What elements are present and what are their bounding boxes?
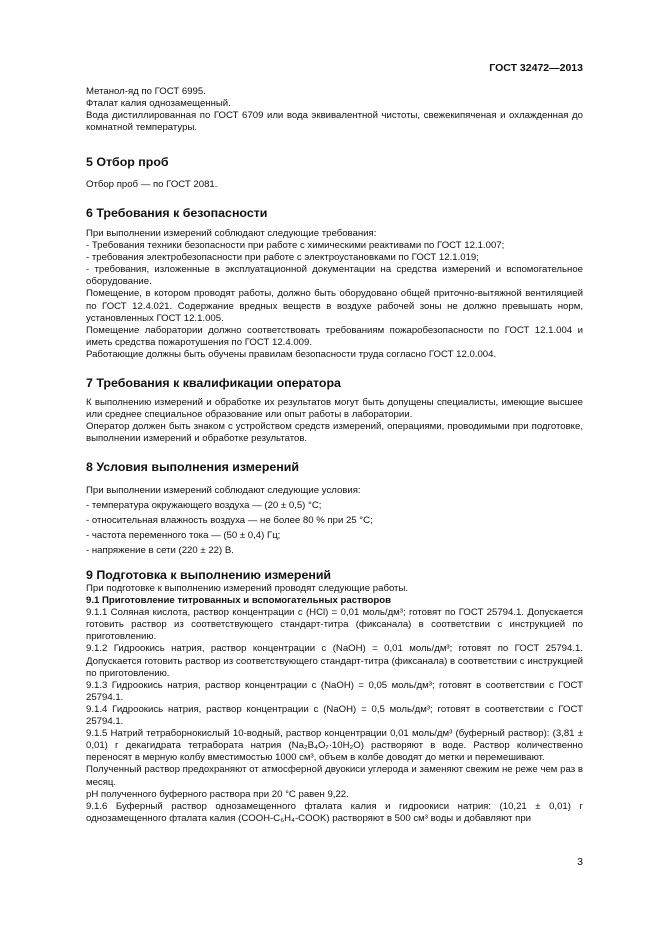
intro-block bbox=[86, 86, 583, 134]
section-9 bbox=[86, 568, 583, 825]
s8-p5: - напряжение в сети (220 ± 22) В. bbox=[86, 545, 234, 556]
s9-914: 9.1.4 Гидроокись натрия, раствор концентрации c (NaOH) = 0,5 моль/дм³; готовят в соответствии с ГОСТ 25794.1. bbox=[86, 703, 583, 728]
s8-p2: - температура окружающего воздуха — (20 ± 0,5) °С; bbox=[86, 500, 322, 511]
s8-p1: При выполнении измерений соблюдают следующие условия: bbox=[86, 485, 361, 496]
s6-p6: Помещение лаборатории должно соответствовать требованиям пожаробезопасности по ГОСТ 12.1.004 и иметь средства пожаротушения по ГОСТ 12.4.009. bbox=[86, 324, 583, 348]
s9-913: 9.1.3 Гидроокись натрия, раствор концентрации c (NaOH) = 0,05 моль/дм³; готовят в соответствии с ГОСТ 25794.1. bbox=[86, 679, 583, 703]
section-8-title: 8 Условия выполнения измерений bbox=[86, 460, 299, 474]
page-number: 3 bbox=[577, 856, 583, 868]
s6-p4: - требования, изложенные в эксплуатационной документации на средства измерений и вспомогательное оборудование. bbox=[86, 264, 583, 288]
section-5 bbox=[86, 155, 583, 191]
section-6-title: 6 Требования к безопасности bbox=[86, 206, 268, 220]
running-header: ГОСТ 32472—2013 bbox=[489, 62, 583, 74]
section-5-title: 5 Отбор проб bbox=[86, 155, 169, 169]
s9-912: 9.1.2 Гидроокись натрия, раствор концентрации c (NaOH) = 0,01 моль/дм³; готовят по ГОСТ 25794.1. Допускается готовить раствор из соответствующего стандарт-титра (фиксанала) в соответствии с инструкцией по приготовлению. bbox=[86, 643, 583, 679]
s6-p1: При выполнении измерений соблюдают следующие требования: bbox=[86, 228, 377, 239]
section-7-title: 7 Требования к квалификации оператора bbox=[86, 376, 341, 390]
s7-p1: К выполнению измерений и обработке их результатов могут быть допущены специалисты, имеющие высшее или среднее специальное образование или опыт работы в лаборатории. bbox=[86, 397, 583, 421]
s6-p3: - требования электробезопасности при работе с электроустановками по ГОСТ 12.1.019; bbox=[86, 252, 479, 264]
s8-p3: - относительная влажность воздуха — не более 80 % при 25 °С; bbox=[86, 515, 373, 526]
intro-line-1: Метанол-яд по ГОСТ 6995. bbox=[86, 86, 206, 97]
section-9-title: 9 Подготовка к выполнению измерений bbox=[86, 568, 332, 582]
intro-line-3: Вода дистиллированная по ГОСТ 6709 или вода эквивалентной чистоты, свежекипяченая и охлажденная до комнатной температуры. bbox=[86, 110, 583, 134]
s9-915c: pH полученного буферного раствора при 20 °С равен 9,22. bbox=[86, 788, 349, 800]
s6-p7: Работающие должны быть обучены правилам безопасности труда согласно ГОСТ 12.0.004. bbox=[86, 348, 497, 360]
s8-p4: - частота переменного тока — (50 ± 0,4) Гц; bbox=[86, 530, 281, 541]
s6-p2: - Требования техники безопасности при работе с химическими реактивами по ГОСТ 12.1.007; bbox=[86, 240, 505, 252]
section-7 bbox=[86, 376, 583, 445]
s9-911: 9.1.1 Соляная кислота, раствор концентрации c (HCl) = 0,01 моль/дм³; готовят по ГОСТ 25794.1. Допускается готовить раствор из соответствующего стандарт-титра (фиксанала) в соответствии с инструкцией по приготовлению. bbox=[86, 607, 583, 643]
s9-lead: При подготовке к выполнению измерений проводят следующие работы. bbox=[86, 583, 409, 594]
intro-line-2: Фталат калия однозамещенный. bbox=[86, 98, 231, 110]
s6-p5: Помещение, в котором проводят работы, должно быть оборудовано общей приточно-вытяжной вентиляцией по ГОСТ 12.4.021. Содержание вредных веществ в воздухе рабочей зоны не должно превышать норм, установленных ГОСТ 12.1.005. bbox=[86, 288, 583, 324]
s7-p2: Оператор должен быть знаком с устройством средств измерений, операциями, проводимыми при подготовке, выполнении измерений и обработке результатов. bbox=[86, 421, 583, 445]
s9-915b: Полученный раствор предохраняют от атмосферной двуокиси углерода и заменяют свежим не реже чем раз в месяц. bbox=[86, 764, 583, 788]
s9-subtitle: 9.1 Приготовление титрованных и вспомогательных растворов bbox=[86, 595, 391, 607]
section-6 bbox=[86, 206, 583, 361]
s9-916: 9.1.6 Буферный раствор однозамещенного фталата калия и гидроокиси натрия: (10,21 ± 0,01) г однозамещенного фталата калия (COOH-C₆H₄-COOK) растворяют в 500 см³ воды и добавляют при bbox=[86, 800, 583, 824]
section-8 bbox=[86, 460, 583, 558]
section-5-text: Отбор проб — по ГОСТ 2081. bbox=[86, 179, 218, 190]
s9-915: 9.1.5 Натрий тетраборнокислый 10-водный, раствор концентрации 0,01 моль/дм³ (буферный раствор): (3,81 ± 0,01) г декагидрата тетрабората натрия (Na₂B₄O₇·10H₂O) растворяют в воде. Раствор количественно переносят в мерную колбу вместимостью 1000 см³, объем в колбе доводят до метки и перемешивают. bbox=[86, 728, 583, 764]
